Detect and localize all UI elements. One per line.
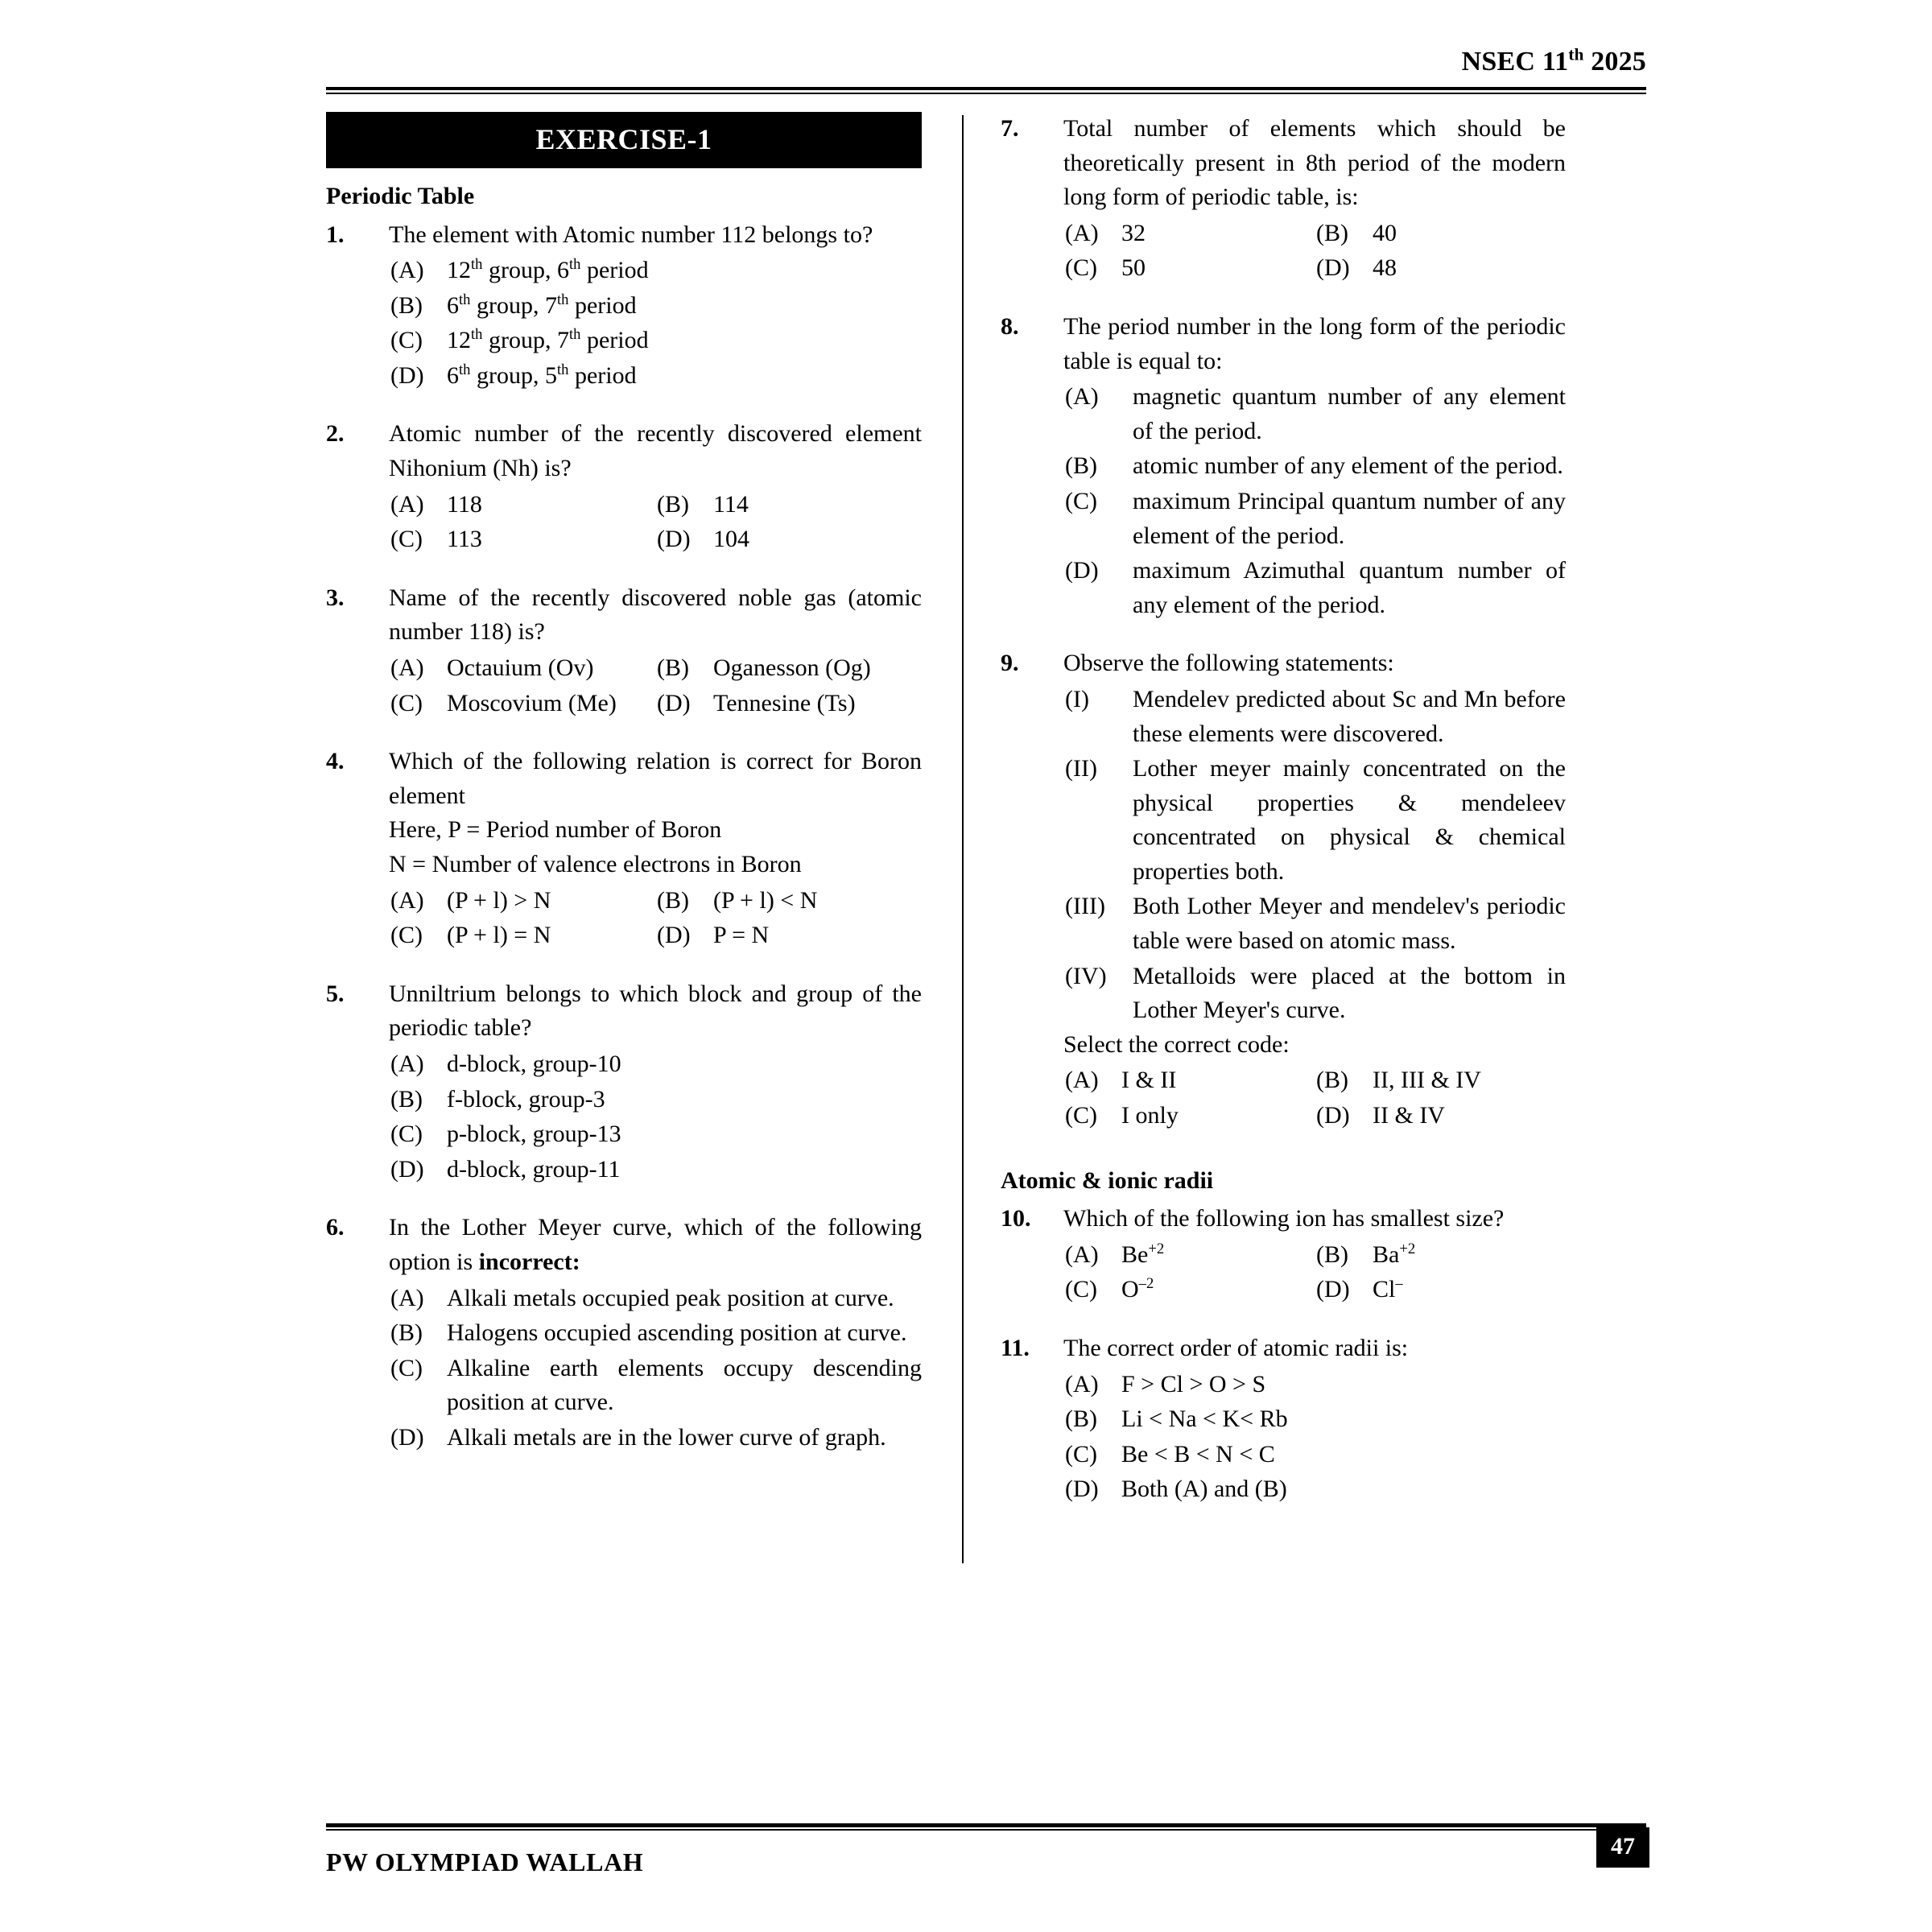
- question-text-pre: In the Lother Meyer curve, which of the following option is: [389, 1214, 922, 1275]
- option-c[interactable]: [389, 1352, 922, 1420]
- option-text: p-block, group-13: [447, 1121, 621, 1148]
- option-text: f-block, group-3: [447, 1085, 605, 1113]
- question-3: [326, 581, 922, 720]
- statement-label: (II): [1065, 755, 1097, 782]
- statement-text: Lother meyer mainly concentrated on the physical properties & mendeleev concentrated on physical & chemical properties both.: [1133, 755, 1566, 885]
- question-text-emphasis: incorrect:: [478, 1248, 580, 1275]
- option-label: (B): [1316, 1241, 1348, 1268]
- option-d[interactable]: [1315, 1273, 1566, 1307]
- option-text: d-block, group-10: [447, 1050, 621, 1077]
- option-text: Octauium (Ov): [447, 654, 594, 682]
- statement-text: Both Lother Meyer and mendelev's periodic table were based on atomic mass.: [1133, 893, 1566, 955]
- column-divider: [962, 115, 964, 1563]
- question-text: Total number of elements which should be theoretically present in 8th period of the modern long form of periodic table, is:: [1063, 115, 1566, 211]
- option-label: (D): [657, 689, 691, 716]
- option-label: (D): [1065, 1476, 1099, 1503]
- option-d[interactable]: [655, 919, 922, 953]
- option-text: maximum Azimuthal quantum number of any element of the period.: [1133, 557, 1566, 618]
- option-label: (D): [390, 1155, 424, 1183]
- option-a[interactable]: [1063, 380, 1566, 448]
- option-b[interactable]: [389, 1316, 922, 1351]
- option-text: atomic number of any element of the period.: [1133, 452, 1563, 480]
- option-list: [389, 1282, 922, 1455]
- question-1: [326, 218, 922, 394]
- left-column: [326, 112, 946, 1531]
- option-label: (B): [1065, 452, 1097, 480]
- option-text: Halogens occupied ascending position at curve.: [447, 1319, 907, 1347]
- option-text: 12th group, 6th period: [447, 256, 649, 284]
- option-d[interactable]: [655, 687, 922, 721]
- header-title-year: 2025: [1583, 47, 1646, 76]
- select-code-line: Select the correct code:: [1063, 1030, 1290, 1058]
- option-label: (B): [390, 291, 423, 319]
- option-text: (P + l) > N: [447, 886, 551, 914]
- option-label: (D): [390, 361, 424, 389]
- option-text: P = N: [713, 922, 770, 949]
- question-text: Which of the following relation is correct for Boron element: [389, 748, 922, 809]
- page-number-badge: 47: [1596, 1827, 1649, 1868]
- option-label: (B): [1316, 1067, 1348, 1094]
- option-text: II, III & IV: [1373, 1067, 1481, 1094]
- option-label: (B): [390, 1085, 423, 1113]
- option-b[interactable]: [1315, 1063, 1566, 1098]
- option-label: (D): [390, 1423, 424, 1451]
- option-text: Alkali metals occupied peak position at curve.: [447, 1284, 894, 1311]
- option-text: Cl–: [1373, 1275, 1403, 1303]
- option-label: (B): [390, 1319, 423, 1347]
- footer-brand: PW OLYMPIAD WALLAH: [326, 1847, 644, 1876]
- statement-iii: [1063, 890, 1566, 958]
- option-label: (C): [1065, 254, 1097, 282]
- option-label: (D): [1316, 254, 1350, 282]
- option-text: II & IV: [1373, 1102, 1445, 1129]
- question-number: 6.: [326, 1214, 345, 1241]
- option-a[interactable]: [389, 1047, 922, 1082]
- question-number: 10.: [1001, 1205, 1031, 1232]
- option-b[interactable]: [1063, 1402, 1566, 1437]
- question-8: [1001, 310, 1566, 622]
- option-text: Moscovium (Me): [447, 689, 617, 716]
- option-text: 118: [447, 490, 482, 518]
- option-c[interactable]: [389, 522, 655, 557]
- option-text: (P + l) = N: [447, 922, 551, 949]
- header-divider-rule: [326, 87, 1646, 94]
- question-number: 4.: [326, 748, 345, 775]
- question-5: [326, 977, 922, 1187]
- option-b[interactable]: [1063, 449, 1566, 484]
- option-text: (P + l) < N: [713, 886, 818, 914]
- option-list: [1063, 1368, 1566, 1507]
- option-a[interactable]: [389, 651, 655, 686]
- question-7: [1001, 112, 1566, 286]
- option-b[interactable]: [1315, 217, 1566, 251]
- right-column: [946, 112, 1566, 1531]
- question-number: 7.: [1001, 115, 1019, 142]
- option-label: (C): [390, 1354, 423, 1381]
- header-title-ordinal: th: [1568, 44, 1584, 64]
- option-text: 104: [713, 526, 749, 553]
- option-text: 113: [447, 526, 482, 553]
- statement-text: Mendelev predicted about Sc and Mn before these elements were discovered.: [1133, 685, 1566, 747]
- option-label: (B): [1316, 219, 1348, 246]
- option-c[interactable]: [389, 1117, 922, 1152]
- option-d[interactable]: [1063, 1472, 1566, 1507]
- statement-label: (IV): [1065, 962, 1107, 989]
- option-c[interactable]: [1063, 1099, 1315, 1133]
- option-text: I & II: [1121, 1067, 1177, 1094]
- footer-divider-rule: [326, 1823, 1646, 1831]
- question-11: [1001, 1331, 1566, 1507]
- option-label: (C): [1065, 1102, 1097, 1129]
- option-list: [389, 254, 922, 393]
- page-header: [326, 44, 1646, 87]
- option-label: (A): [1065, 383, 1099, 411]
- option-text: d-block, group-11: [447, 1155, 621, 1183]
- option-label: (C): [390, 922, 423, 949]
- question-text: [389, 1211, 922, 1279]
- option-b[interactable]: [389, 289, 922, 324]
- option-c[interactable]: [389, 919, 655, 953]
- option-label: (A): [390, 886, 424, 914]
- option-label: (D): [1316, 1102, 1350, 1129]
- option-label: (A): [1065, 1067, 1099, 1094]
- question-number: 3.: [326, 584, 345, 611]
- option-b[interactable]: [655, 884, 922, 919]
- option-a[interactable]: [389, 254, 922, 288]
- statement-i: [1063, 683, 1566, 751]
- question-text: The period number in the long form of the periodic table is equal to:: [1063, 312, 1566, 374]
- option-b[interactable]: [389, 1083, 922, 1117]
- header-title-main: NSEC 11: [1461, 47, 1569, 76]
- option-text: 12th group, 7th period: [447, 326, 649, 354]
- option-text: 32: [1121, 219, 1146, 246]
- statement-iv: [1063, 960, 1566, 1028]
- option-text: Alkaline earth elements occupy descending position at curve.: [447, 1354, 922, 1416]
- page-content: [326, 44, 1646, 1531]
- option-list: [1063, 1238, 1566, 1307]
- option-text: 6th group, 7th period: [447, 291, 637, 319]
- option-label: (A): [1065, 1241, 1099, 1268]
- option-text: Alkali metals are in the lower curve of graph.: [447, 1423, 886, 1451]
- option-text: 48: [1373, 254, 1397, 282]
- option-label: (C): [1065, 1276, 1097, 1303]
- question-4: [326, 745, 922, 953]
- option-b[interactable]: [1315, 1238, 1566, 1273]
- option-d[interactable]: [389, 359, 922, 394]
- statement-ii: [1063, 752, 1566, 889]
- option-text: F > Cl > O > S: [1121, 1370, 1266, 1397]
- question-number: 9.: [1001, 650, 1019, 677]
- option-list: [389, 651, 922, 720]
- question-text: The element with Atomic number 112 belongs to?: [389, 221, 873, 248]
- option-list: [1063, 217, 1566, 286]
- option-label: (A): [390, 1284, 424, 1311]
- question-number: 5.: [326, 980, 345, 1007]
- option-label: (B): [1065, 1406, 1097, 1433]
- option-label: (A): [390, 1050, 424, 1077]
- question-6: [326, 1211, 922, 1455]
- option-label: (D): [1065, 557, 1099, 584]
- option-b[interactable]: [655, 651, 922, 686]
- option-d[interactable]: [1315, 251, 1566, 286]
- option-label: (C): [390, 1121, 423, 1148]
- question-extra-line-2: N = Number of valence electrons in Boron: [389, 851, 802, 877]
- option-label: (B): [657, 490, 689, 518]
- option-text: $Be^{+2}$: [1121, 1240, 1165, 1268]
- option-text: I only: [1121, 1102, 1179, 1129]
- statement-list: [1063, 683, 1566, 1028]
- option-label: (C): [390, 526, 423, 553]
- question-10: [1001, 1202, 1566, 1307]
- option-text: $O^{-2}$: [1121, 1275, 1154, 1303]
- option-c[interactable]: [1063, 251, 1315, 286]
- option-label: (A): [390, 490, 424, 518]
- option-label: (A): [390, 257, 424, 284]
- option-c[interactable]: [1063, 1273, 1315, 1307]
- option-label: (C): [390, 689, 423, 716]
- option-text: Oganesson (Og): [713, 654, 871, 682]
- section-heading-atomic-ionic-radii: Atomic & ionic radii: [1001, 1166, 1214, 1194]
- option-label: (A): [390, 654, 424, 682]
- statement-text: Metalloids were placed at the bottom in Lother Meyer's curve.: [1133, 962, 1566, 1024]
- option-c[interactable]: [1063, 1438, 1566, 1472]
- statement-label: (I): [1065, 685, 1089, 712]
- question-text: Atomic number of the recently discovered element Nihonium (Nh) is?: [389, 420, 922, 482]
- option-label: (C): [1065, 1440, 1097, 1468]
- option-c[interactable]: [1063, 485, 1566, 553]
- option-b[interactable]: [655, 488, 922, 522]
- exercise-banner: EXERCISE-1: [326, 112, 922, 168]
- option-d[interactable]: [1063, 554, 1566, 622]
- option-label: (A): [1065, 219, 1099, 246]
- two-column-layout: [326, 112, 1646, 1531]
- option-d[interactable]: [389, 1153, 922, 1187]
- question-number: 2.: [326, 420, 345, 448]
- question-number: 11.: [1001, 1334, 1030, 1361]
- option-list: [1063, 380, 1566, 622]
- option-label: (D): [1316, 1276, 1350, 1303]
- section-heading-periodic-table: Periodic Table: [326, 183, 475, 209]
- option-label: (C): [390, 327, 423, 354]
- option-d[interactable]: [1315, 1099, 1566, 1133]
- option-label: (B): [657, 654, 689, 682]
- option-text: Both (A) and (B): [1121, 1476, 1287, 1503]
- option-list: [1063, 1063, 1566, 1133]
- option-label: (D): [657, 526, 691, 553]
- option-a[interactable]: [1063, 1368, 1566, 1402]
- option-a[interactable]: [1063, 217, 1315, 251]
- question-text: Unniltrium belongs to which block and group of the periodic table?: [389, 980, 922, 1042]
- question-text: Observe the following statements:: [1063, 650, 1394, 677]
- option-text: Be < B < N < C: [1121, 1440, 1275, 1468]
- option-text: 50: [1121, 254, 1146, 282]
- option-text: maximum Principal quantum number of any element of the period.: [1133, 487, 1566, 549]
- option-a[interactable]: [1063, 1063, 1315, 1098]
- option-a[interactable]: [389, 488, 655, 522]
- question-9: [1001, 646, 1566, 1133]
- option-text: $Ba^{+2}$: [1373, 1240, 1416, 1268]
- question-extra-line-1: Here, P = Period number of Boron: [389, 816, 722, 844]
- option-text: magnetic quantum number of any element of the period.: [1133, 383, 1566, 444]
- option-text: Li < Na < K< Rb: [1121, 1406, 1288, 1433]
- option-label: (B): [657, 886, 689, 914]
- option-text: 114: [713, 490, 749, 518]
- option-d[interactable]: [389, 1421, 922, 1455]
- option-a[interactable]: [389, 884, 655, 919]
- statement-label: (III): [1065, 893, 1105, 920]
- option-list: [389, 1047, 922, 1187]
- option-d[interactable]: [655, 522, 922, 557]
- option-text: Tennesine (Ts): [713, 689, 856, 716]
- option-list: [389, 884, 922, 953]
- question-2: [326, 417, 922, 556]
- option-text: 6th group, 5th period: [447, 361, 637, 389]
- option-a[interactable]: [389, 1282, 922, 1316]
- option-c[interactable]: [389, 687, 655, 721]
- question-text: Which of the following ion has smallest size?: [1063, 1205, 1505, 1232]
- option-c[interactable]: [389, 324, 922, 358]
- question-text: The correct order of atomic radii is:: [1063, 1334, 1409, 1361]
- option-label: (C): [1065, 487, 1097, 514]
- question-number: 8.: [1001, 312, 1019, 340]
- question-text: Name of the recently discovered noble gas (atomic number 118) is?: [389, 584, 922, 646]
- option-text: 40: [1373, 219, 1397, 246]
- option-a[interactable]: [1063, 1238, 1315, 1273]
- page-footer: [326, 1823, 1646, 1885]
- option-list: [389, 488, 922, 557]
- option-label: (D): [657, 922, 691, 949]
- question-number: 1.: [326, 221, 345, 248]
- option-label: (A): [1065, 1370, 1099, 1397]
